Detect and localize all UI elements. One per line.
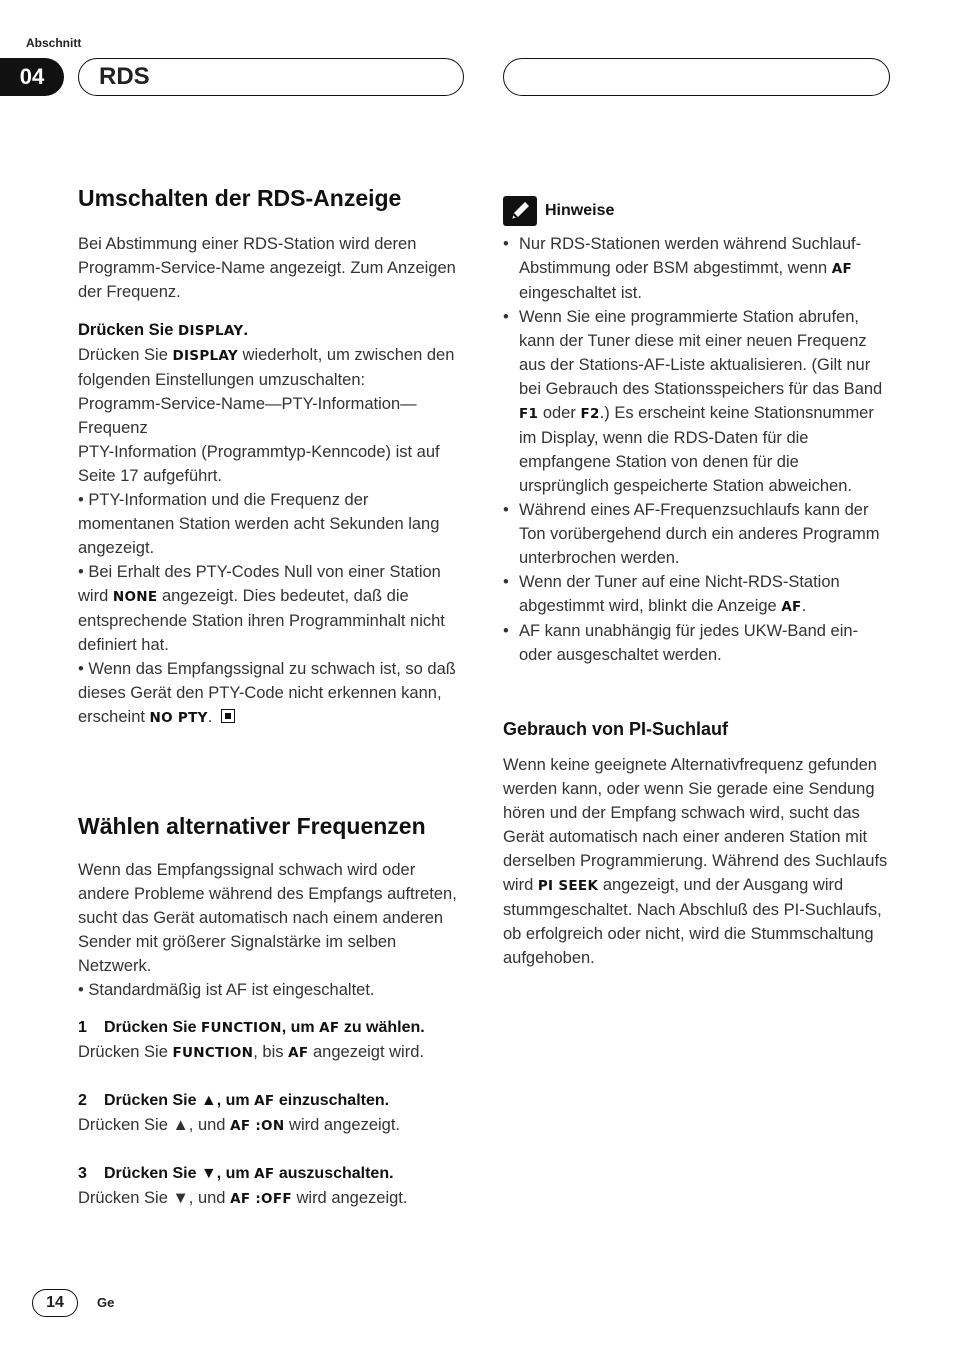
note-item: • Nur RDS-Stationen werden während Suchlauf-Abstimmung oder BSM abgestimmt, wenn AF eingeschaltet ist. xyxy=(503,232,891,305)
step-3-heading: 3 Drücken Sie ▼, um AF auszuschalten. xyxy=(78,1165,394,1182)
section-heading-rds-display: Umschalten der RDS-Anzeige xyxy=(78,185,402,211)
chapter-title: RDS xyxy=(78,58,464,96)
paragraph: Programm-Service-Name—PTY-Information—Frequenz xyxy=(78,395,417,437)
note-item: • AF kann unabhängig für jedes UKW-Band ein- oder ausgeschaltet werden. xyxy=(503,619,891,667)
paragraph: Wenn das Empfangssignal schwach wird oder andere Probleme während des Empfangs auftreten, sucht das Gerät automatisch nach einem anderen Sender mit größerer Signalstärke im selben Netzwerk. xyxy=(78,861,457,975)
step-1-text: Drücken Sie FUNCTION, bis AF angezeigt wird. xyxy=(78,1043,424,1061)
step-heading: Drücken Sie DISPLAY. xyxy=(78,321,249,339)
section-heading-pi-seek: Gebrauch von PI-Suchlauf xyxy=(503,719,729,739)
language-code: Ge xyxy=(97,1295,115,1310)
section-label: Abschnitt xyxy=(26,36,82,50)
notes-header xyxy=(503,196,891,226)
step-2-text: Drücken Sie ▲, und AF :ON wird angezeigt. xyxy=(78,1116,401,1134)
pencil-note-icon xyxy=(503,196,537,226)
paragraph: Bei Abstimmung einer RDS-Station wird deren Programm-Service-Name angezeigt. Zum Anzeigen der Frequenz. xyxy=(78,235,456,301)
bullet-item: • Standardmäßig ist AF ist eingeschaltet. xyxy=(78,981,375,999)
notes-title: Hinweise xyxy=(545,202,615,219)
left-column xyxy=(78,186,468,1211)
note-item: • Wenn der Tuner auf eine Nicht-RDS-Station abgestimmt wird, blinkt die Anzeige AF. xyxy=(503,570,891,619)
bullet-item: • Wenn das Empfangssignal zu schwach ist, so daß dieses Gerät den PTY-Code nicht erkennen kann, erscheint NO PTY. xyxy=(78,660,456,726)
note-item: • Wenn Sie eine programmierte Station abrufen, kann der Tuner diese mit einer neuen Frequenz aus der Stations-AF-Liste aktualisieren. (Gilt nur bei Gebrauch des Stationsspeichers für das Band F1 oder F2.) Es erscheint keine Stationsnummer im Display, wenn die RDS-Daten für die empfangene Station von denen für die ursprünglich gespeicherte Station abweichen. xyxy=(503,305,891,498)
chapter-number-badge: 04 xyxy=(0,58,64,96)
right-column xyxy=(503,196,891,970)
paragraph: Wenn keine geeignete Alternativfrequenz gefunden werden kann, oder wenn Sie gerade eine Sendung hören und der Empfang schwach wird, sucht das Gerät automatisch nach einer anderen Station mit derselben Programmierung. Während des Suchlaufs wird PI SEEK angezeigt, und der Ausgang wird stummgeschaltet. Nach Abschluß des PI-Suchlaufs, ob erfolgreich oder nicht, wird die Stummschaltung aufgehoben. xyxy=(503,756,888,967)
paragraph: Drücken Sie DISPLAY wiederholt, um zwischen den folgenden Einstellungen umzuschalten: xyxy=(78,346,455,389)
end-of-section-icon xyxy=(221,709,235,723)
bullet-item: • PTY-Information und die Frequenz der momentanen Station werden acht Sekunden lang angezeigt. xyxy=(78,491,440,557)
notes-list xyxy=(503,232,891,667)
step-2-heading: 2 Drücken Sie ▲, um AF einzuschalten. xyxy=(78,1092,390,1109)
chapter-subtitle-box xyxy=(503,58,890,96)
paragraph: PTY-Information (Programmtyp-Kenncode) ist auf Seite 17 aufgeführt. xyxy=(78,443,440,485)
page-number: 14 xyxy=(32,1289,78,1317)
section-heading-alt-frequencies: Wählen alternativer Frequenzen xyxy=(78,813,426,839)
step-3-text: Drücken Sie ▼, und AF :OFF wird angezeigt. xyxy=(78,1189,408,1207)
bullet-item: • Bei Erhalt des PTY-Codes Null von einer Station wird NONE angezeigt. Dies bedeutet, daß die entsprechende Station ihren Programminhalt nicht definiert hat. xyxy=(78,563,445,654)
note-item: • Während eines AF-Frequenzsuchlaufs kann der Ton vorübergehend durch ein anderes Programm unterbrochen werden. xyxy=(503,498,891,570)
step-1-heading: 1 Drücken Sie FUNCTION, um AF zu wählen. xyxy=(78,1019,425,1036)
